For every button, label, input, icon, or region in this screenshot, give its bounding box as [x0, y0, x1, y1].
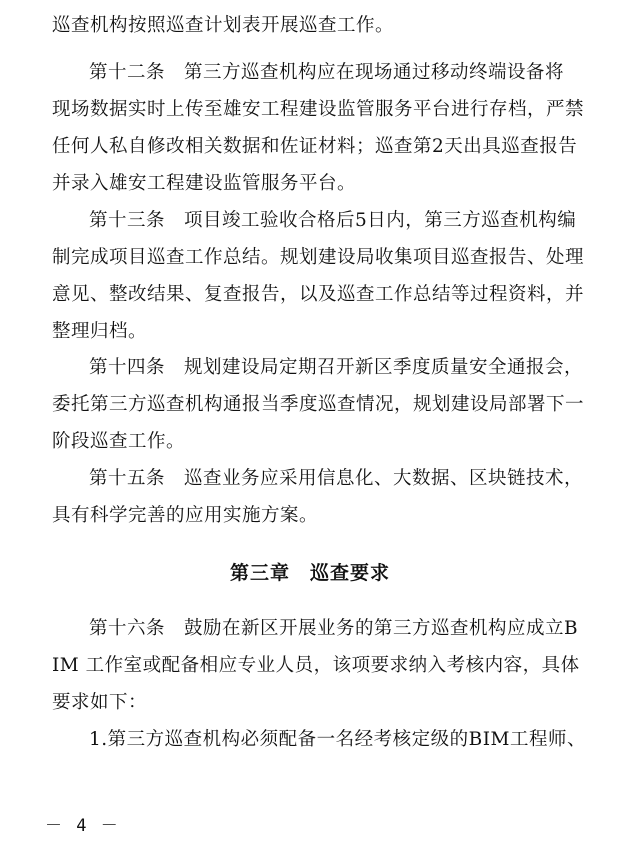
list-item-line: 1.第三方巡查机构必须配备一名经考核定级的BIM工程师、	[89, 729, 586, 750]
page-number: － 4 －	[45, 816, 120, 836]
article-14-line: 第十四条 规划建设局定期召开新区季度质量安全通报会，	[89, 357, 584, 378]
body-line: 任何人私自修改相关数据和佐证材料；巡查第2天出具巡查报告	[52, 136, 578, 157]
body-line: 巡查机构按照巡查计划表开展巡查工作。	[52, 15, 395, 36]
body-line: 整理归档。	[52, 321, 148, 342]
body-line: 要求如下：	[52, 692, 148, 713]
article-15-line: 第十五条 巡查业务应采用信息化、大数据、区块链技术，	[89, 468, 584, 489]
body-line: 现场数据实时上传至雄安工程建设监管服务平台进行存档，严禁	[52, 99, 585, 120]
body-line: 具有科学完善的应用实施方案。	[52, 505, 319, 526]
article-12-line: 第十二条 第三方巡查机构应在现场通过移动终端设备将	[89, 62, 565, 83]
chapter-heading: 第三章 巡查要求	[229, 562, 390, 584]
body-line: 并录入雄安工程建设监管服务平台。	[52, 173, 357, 194]
article-13-line: 第十三条 项目竣工验收合格后5日内，第三方巡查机构编	[89, 210, 577, 231]
body-line: 意见、整改结果、复查报告，以及巡查工作总结等过程资料，并	[52, 284, 585, 305]
body-line: 委托第三方巡查机构通报当季度巡查情况，规划建设局部署下一	[52, 394, 585, 415]
body-line: 制完成项目巡查工作总结。规划建设局收集项目巡查报告、处理	[52, 247, 585, 268]
article-16-line: 第十六条 鼓励在新区开展业务的第三方巡查机构应成立B	[89, 618, 579, 639]
body-line: 阶段巡查工作。	[52, 431, 186, 452]
body-line: IM 工作室或配备相应专业人员，该项要求纳入考核内容，具体	[52, 655, 580, 676]
